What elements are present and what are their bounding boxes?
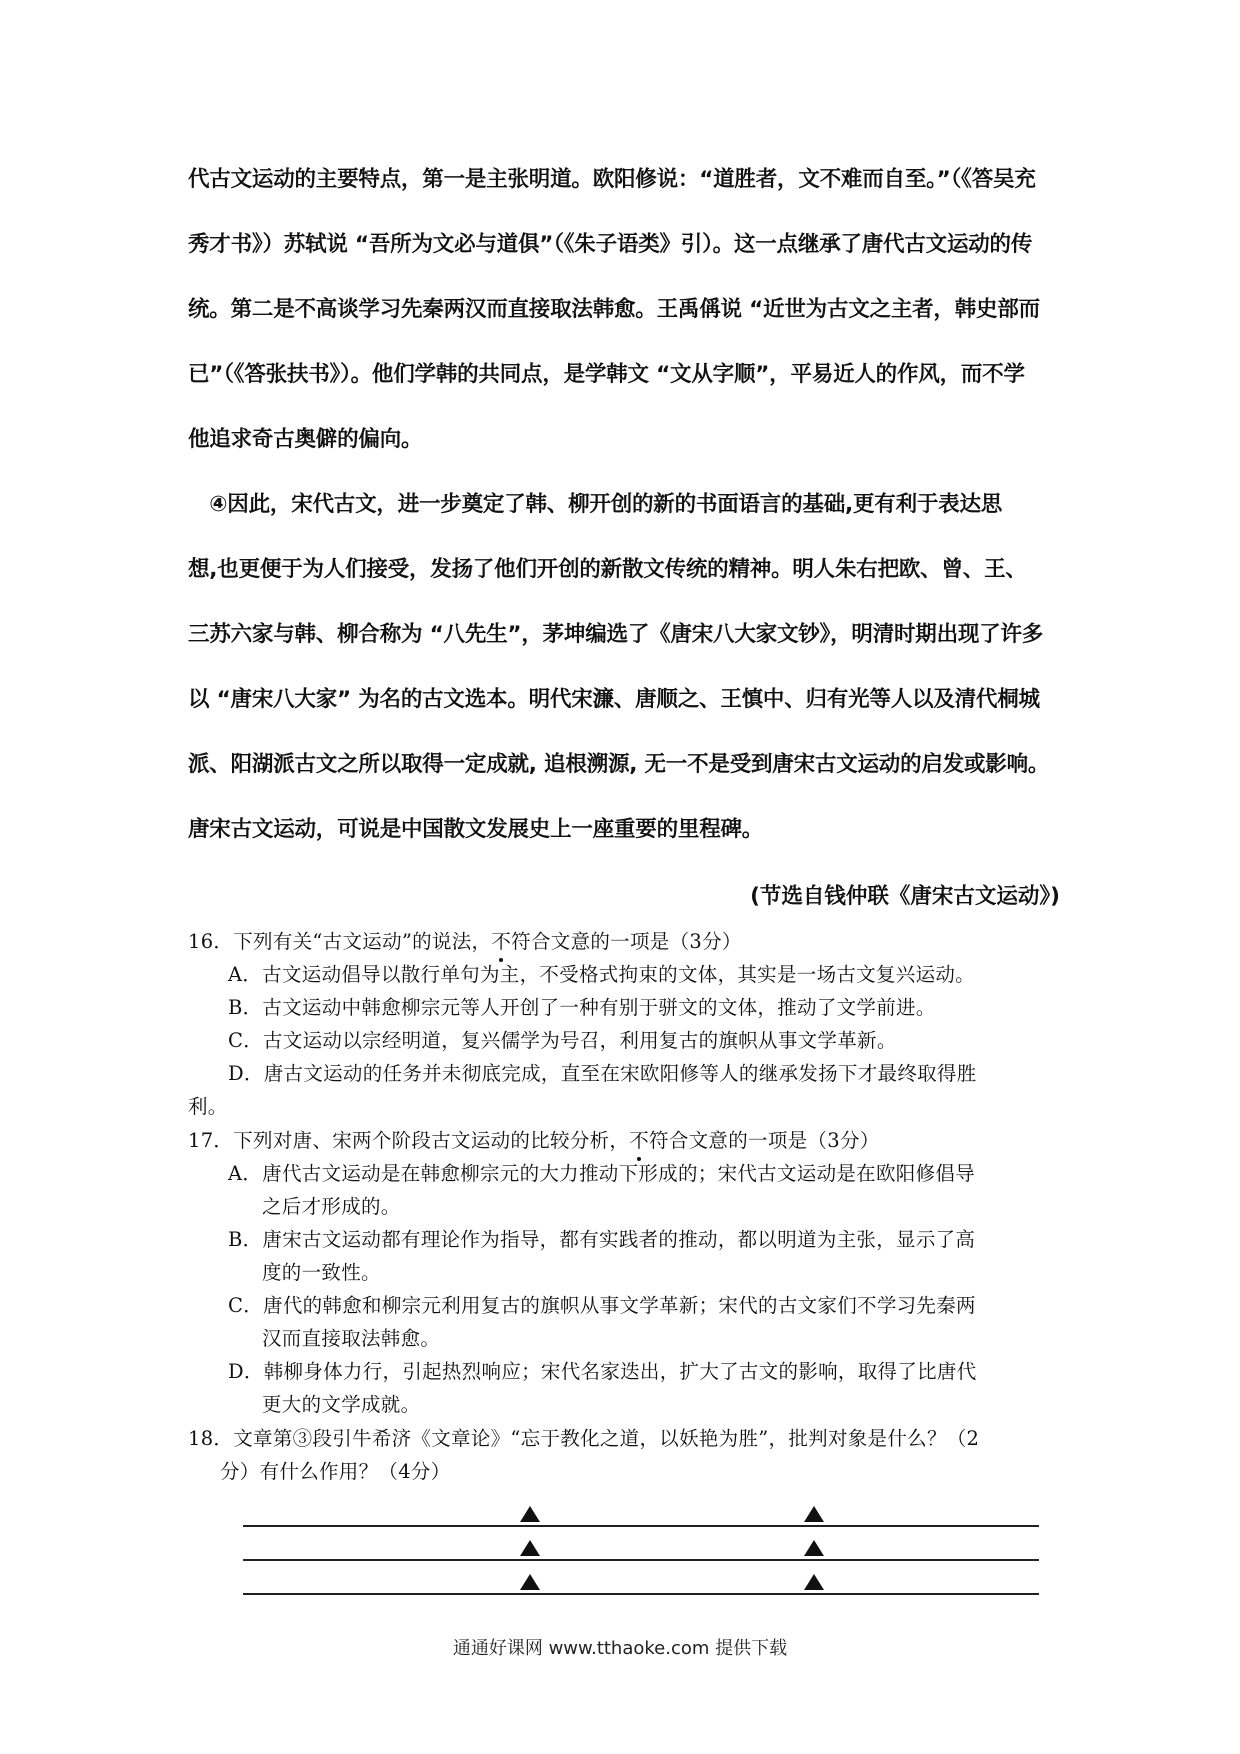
emphasis-dot-char: 不 (629, 1127, 649, 1155)
passage-source: (节选自钱仲联《唐宋古文运动》) (750, 884, 1060, 909)
reading-passage (188, 163, 1058, 878)
q16-stem (188, 928, 742, 956)
q17-stem-text: 符合文意的一项是（3分） (649, 1129, 880, 1152)
answer-line[interactable] (243, 1593, 1039, 1595)
passage-line: 秀才书》）苏轼说 “吾所为文必与道俱”（《朱子语类》引）。这一点继承了唐代古文运动的传 (188, 232, 1033, 257)
passage-line: 代古文运动的主要特点，第一是主张明道。欧阳修说：“道胜者，文不难而自至。”（《答吴充 (188, 167, 1036, 192)
q16-option-c: C．古文运动以宗经明道，复兴儒学为号召，利用复古的旗帜从事文学革新。 (228, 1029, 897, 1052)
answer-line[interactable] (243, 1559, 1039, 1561)
answer-line[interactable] (243, 1525, 1039, 1527)
q16-stem-text: 符合文意的一项是（3分） (511, 930, 742, 953)
passage-line: ④因此，宋代古文，进一步奠定了韩、柳开创的新的书面语言的基础,更有利于表达思 (188, 492, 1003, 517)
q18-stem-cont: 分）有什么作用？（4分） (220, 1460, 451, 1483)
q17-option-d-cont: 更大的文学成就。 (262, 1393, 421, 1416)
q17-option-c: C．唐代的韩愈和柳宗元利用复古的旗帜从事文学革新；宋代的古文家们不学习先秦两 (228, 1294, 976, 1317)
passage-line: 已”（《答张扶书》）。他们学韩的共同点，是学韩文 “文从字顺”，平易近人的作风，而不学 (188, 362, 1025, 387)
q17-stem-text: 17．下列对唐、宋两个阶段古文运动的比较分析， (188, 1129, 630, 1152)
q16-option-a: A．古文运动倡导以散行单句为主，不受格式拘束的文体，其实是一场古文复兴运动。 (228, 963, 975, 986)
q17-option-a-cont: 之后才形成的。 (262, 1195, 401, 1218)
passage-line: 想,也更便于为人们接受，发扬了他们开创的新散文传统的精神。明人朱右把欧、曾、王、 (188, 557, 1027, 582)
passage-line: 唐宋古文运动，可说是中国散文发展史上一座重要的里程碑。 (188, 817, 764, 842)
q18-stem: 18．文章第③段引牛希济《文章论》“忘于教化之道，以妖艳为胜”，批判对象是什么？（2 (188, 1427, 980, 1450)
q16-option-d-cont: 利。 (188, 1095, 228, 1118)
triangle-marker-icon (520, 1574, 540, 1590)
q17-option-d: D．韩柳身体力行，引起热烈响应；宋代名家迭出，扩大了古文的影响，取得了比唐代 (228, 1360, 977, 1383)
q17-option-b-cont: 度的一致性。 (262, 1261, 381, 1284)
page-footer: 通通好课网 www.tthaoke.com 提供下载 (452, 1638, 788, 1659)
triangle-marker-icon (804, 1574, 824, 1590)
q16-stem-text: 16．下列有关“古文运动”的说法， (188, 930, 492, 953)
triangle-marker-icon (520, 1506, 540, 1522)
q17-option-b: B．唐宋古文运动都有理论作为指导，都有实践者的推动，都以明道为主张，显示了高 (228, 1228, 976, 1251)
passage-line: 派、阳湖派古文之所以取得一定成就, 追根溯源, 无一不是受到唐宋古文运动的启发或影响。 (188, 752, 1050, 777)
triangle-marker-icon (804, 1506, 824, 1522)
triangle-marker-icon (804, 1540, 824, 1556)
q16-option-d: D．唐古文运动的任务并未彻底完成，直至在宋欧阳修等人的继承发扬下才最终取得胜 (228, 1062, 977, 1085)
q17-stem (188, 1127, 880, 1155)
q17-option-a: A．唐代古文运动是在韩愈柳宗元的大力推动下形成的；宋代古文运动是在欧阳修倡导 (228, 1162, 975, 1185)
passage-line: 统。第二是不高谈学习先秦两汉而直接取法韩愈。王禹偁说 “近世为古文之主者，韩史部而 (188, 297, 1040, 322)
q16-option-b: B．古文运动中韩愈柳宗元等人开创了一种有别于骈文的文体，推动了文学前进。 (228, 996, 936, 1019)
emphasis-dot-char: 不 (491, 928, 511, 956)
passage-line: 三苏六家与韩、柳合称为 “八先生”，茅坤编选了《唐宋八大家文钞》，明清时期出现了许多 (188, 622, 1044, 647)
triangle-marker-icon (520, 1540, 540, 1556)
q17-option-c-cont: 汉而直接取法韩愈。 (262, 1327, 441, 1350)
passage-line: 他追求奇古奥僻的偏向。 (188, 427, 423, 452)
passage-line: 以 “唐宋八大家” 为名的古文选本。明代宋濂、唐顺之、王慎中、归有光等人以及清代桐城 (188, 687, 1040, 712)
